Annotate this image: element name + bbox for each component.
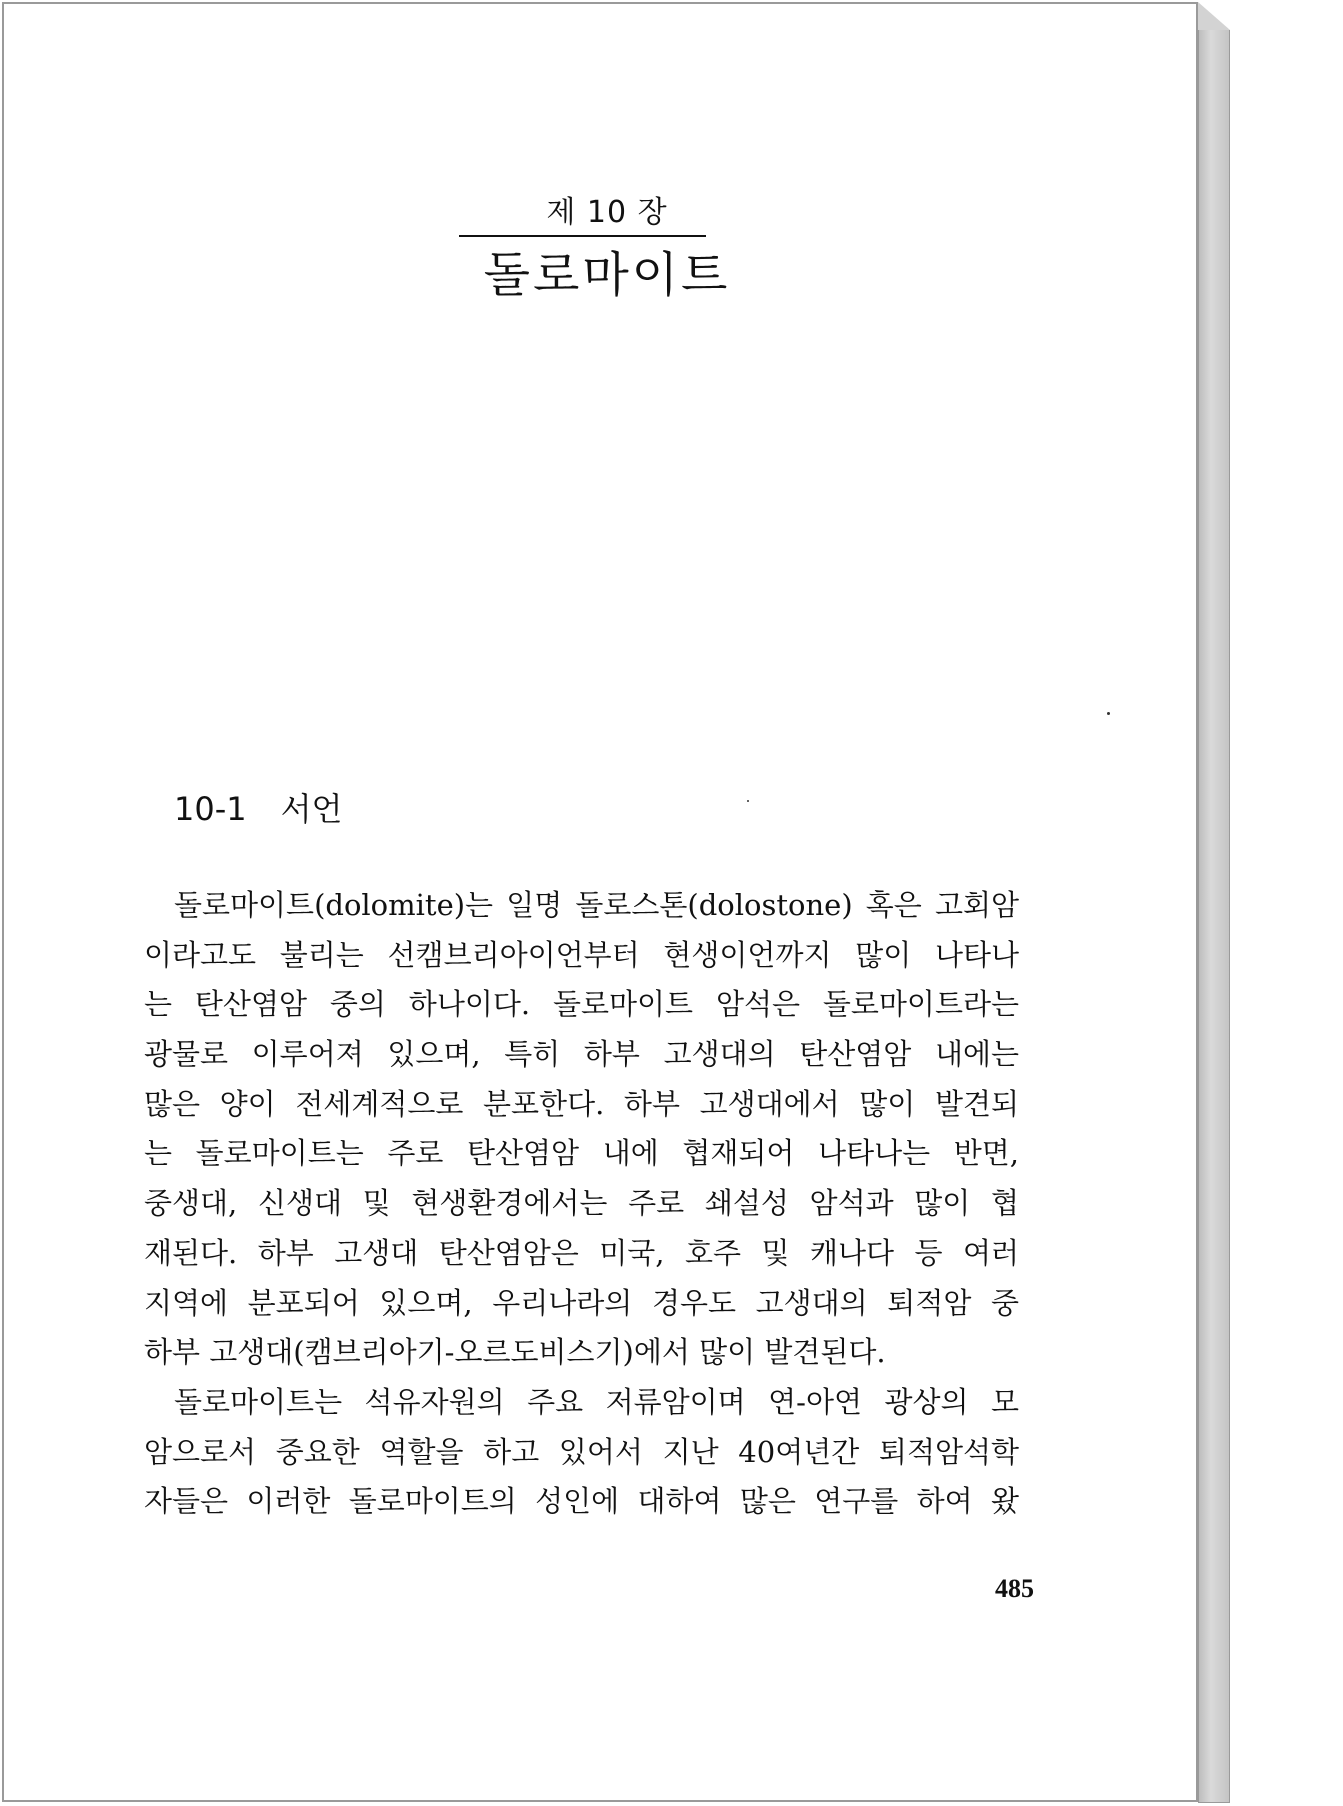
book-page-edge [1198,30,1230,1802]
page-number: 485 [995,1574,1034,1603]
text-line: 돌로마이트는 석유자원의 주요 저류암이며 연-아연 광상의 모 [174,1384,1019,1419]
text-line: 는 탄산염암 중의 하나이다. 돌로마이트 암석은 돌로마이트라는 [144,987,1019,1022]
paragraph-1 [144,881,1019,1378]
text-line: 중생대, 신생대 및 현생환경에서는 주로 쇄설성 암석과 많이 협 [144,1186,1019,1221]
text-line: 암으로서 중요한 역할을 하고 있어서 지난 40여년간 퇴적암석학 [144,1434,1019,1469]
text-line: 이라고도 불리는 선캠브리아이언부터 현생이언까지 많이 나타나 [144,937,1019,972]
text-line: 지역에 분포되어 있으며, 우리나라의 경우도 고생대의 퇴적암 중 [144,1285,1019,1320]
book-page [2,2,1198,1802]
section-number: 10-1 [174,790,247,828]
scan-speck [1107,712,1110,715]
body-text [144,881,1019,1527]
text-line: 많은 양이 전세계적으로 분포한다. 하부 고생대에서 많이 발견되 [144,1086,1019,1121]
paragraph-2 [144,1378,1019,1527]
text-line: 자들은 이러한 돌로마이트의 성인에 대하여 많은 연구를 하여 왔 [144,1484,1019,1519]
text-line: 는 돌로마이트는 주로 탄산염암 내에 협재되어 나타나는 반면, [144,1136,1019,1171]
chapter-title: 돌로마이트 [483,247,731,303]
chapter-label: 제 10 장 [546,195,668,230]
text-line: 재된다. 하부 고생대 탄산염암은 미국, 호주 및 캐나다 등 여러 [144,1235,1019,1270]
text-line: 하부 고생대(캠브리아기-오르도비스기)에서 많이 발견된다. [144,1335,886,1370]
section-title: 서언 [280,790,343,828]
text-line: 광물로 이루어져 있으며, 특히 하부 고생대의 탄산염암 내에는 [144,1037,1019,1072]
scan-speck [747,800,749,802]
section-heading [174,784,342,830]
text-line: 돌로마이트(dolomite)는 일명 돌로스톤(dolostone) 혹은 고회암 [174,888,1019,922]
page-corner-fold [1198,2,1230,30]
